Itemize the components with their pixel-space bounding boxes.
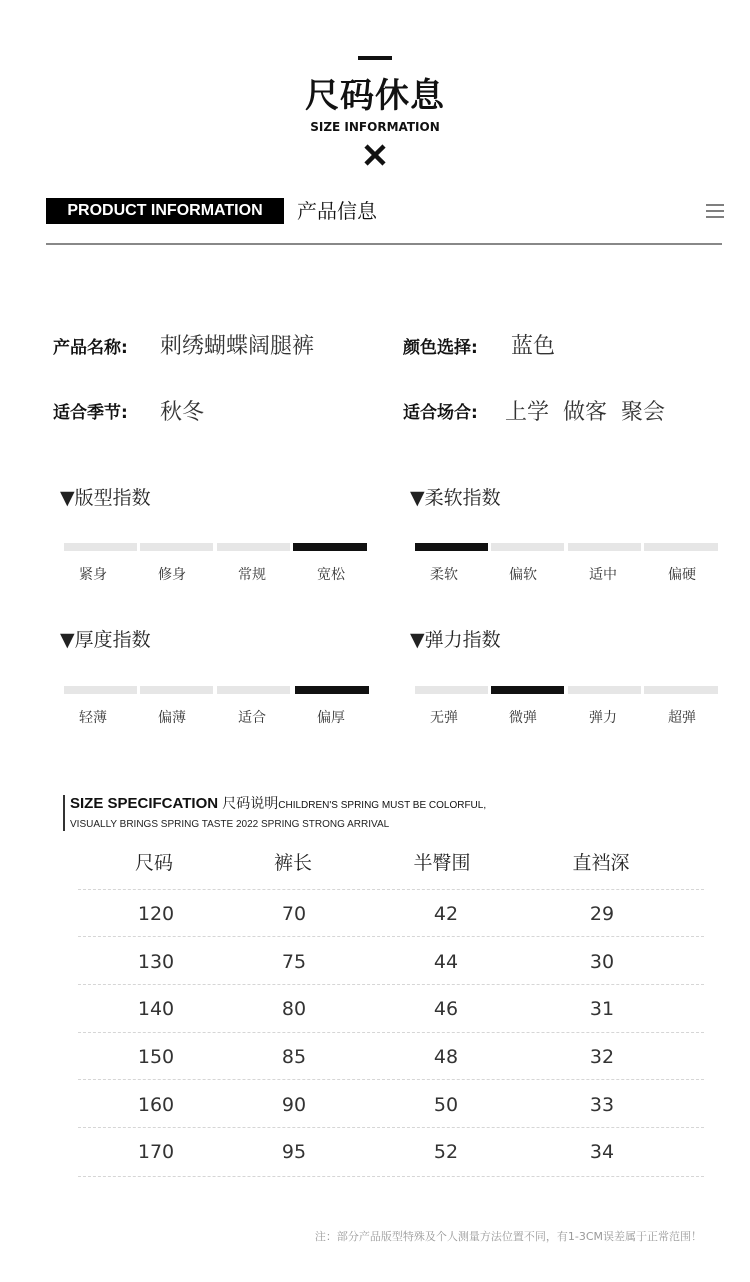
cross-icon — [362, 142, 388, 168]
table-divider — [78, 1032, 704, 1033]
table-cell: 33 — [589, 1094, 615, 1116]
table-cell: 29 — [589, 903, 615, 925]
fit-index-segment — [217, 543, 290, 551]
table-cell: 75 — [281, 951, 307, 973]
table-header-length: 裤长 — [273, 852, 312, 874]
size-spec-title-cn: 尺码说明 — [222, 796, 279, 812]
size-spec-title-en: SIZE SPECIFCATION — [70, 795, 219, 812]
page-subtitle: SIZE INFORMATION — [310, 120, 440, 134]
table-cell: 48 — [433, 1046, 459, 1068]
menu-icon — [706, 203, 724, 219]
fit-index-segment — [64, 543, 137, 551]
fit-option: 常规 — [238, 567, 266, 583]
table-cell: 44 — [433, 951, 459, 973]
table-divider — [78, 1176, 704, 1177]
table-divider — [78, 984, 704, 985]
table-cell: 170 — [137, 1141, 175, 1163]
product-info-label: PRODUCT INFORMATION — [46, 198, 284, 224]
softness-index-segment — [644, 543, 718, 551]
table-cell: 160 — [137, 1094, 175, 1116]
softness-index-title: ▼柔软指数 — [410, 487, 501, 509]
section-divider — [46, 243, 722, 245]
table-cell: 31 — [589, 998, 615, 1020]
table-cell: 50 — [433, 1094, 459, 1116]
softness-index-segment — [415, 543, 488, 551]
table-cell: 30 — [589, 951, 615, 973]
table-cell: 52 — [433, 1141, 459, 1163]
fit-option: 紧身 — [79, 567, 107, 583]
thickness-index-segment — [295, 686, 369, 694]
table-divider — [78, 936, 704, 937]
table-header-size: 尺码 — [134, 852, 173, 874]
elasticity-option: 弹力 — [589, 710, 617, 726]
softness-option: 偏软 — [509, 567, 537, 583]
product-name-label: 产品名称: — [53, 338, 128, 358]
softness-option: 偏硬 — [668, 567, 696, 583]
thickness-option: 偏厚 — [317, 710, 345, 726]
table-cell: 120 — [137, 903, 175, 925]
table-cell: 150 — [137, 1046, 175, 1068]
title-dash — [358, 56, 392, 60]
table-divider — [78, 1079, 704, 1080]
thickness-option: 轻薄 — [79, 710, 107, 726]
table-cell: 85 — [281, 1046, 307, 1068]
table-cell: 140 — [137, 998, 175, 1020]
table-cell: 130 — [137, 951, 175, 973]
table-cell: 46 — [433, 998, 459, 1020]
season-value: 秋冬 — [160, 400, 205, 425]
size-spec-title — [70, 795, 486, 815]
elasticity-option: 超弹 — [668, 710, 696, 726]
fit-index-segment — [293, 543, 367, 551]
occasion-value: 上学 做客 聚会 — [505, 400, 665, 425]
measurement-note: 注：部分产品版型特殊及个人测量方法位置不同，有1-3CM误差属于正常范围！ — [314, 1230, 702, 1243]
elasticity-option: 微弹 — [509, 710, 537, 726]
season-label: 适合季节: — [53, 403, 128, 423]
softness-index-segment — [491, 543, 564, 551]
table-cell: 32 — [589, 1046, 615, 1068]
fit-index-segment — [140, 543, 213, 551]
softness-option: 柔软 — [430, 567, 458, 583]
elasticity-index-segment — [644, 686, 718, 694]
table-cell: 80 — [281, 998, 307, 1020]
size-spec-tagline: CHILDREN'S SPRING MUST BE COLORFUL, — [278, 800, 487, 811]
elasticity-index-segment — [491, 686, 564, 694]
table-header-hip: 半臀围 — [413, 852, 471, 874]
occasion-label: 适合场合: — [403, 403, 478, 423]
fit-index-title: ▼版型指数 — [60, 487, 151, 509]
table-cell: 70 — [281, 903, 307, 925]
spec-accent-bar — [63, 795, 65, 831]
thickness-option: 偏薄 — [158, 710, 186, 726]
elasticity-option: 无弹 — [430, 710, 458, 726]
thickness-option: 适合 — [238, 710, 266, 726]
fit-option: 修身 — [158, 567, 186, 583]
table-divider — [78, 1127, 704, 1128]
color-label: 颜色选择: — [403, 338, 478, 358]
softness-option: 适中 — [589, 567, 617, 583]
table-cell: 95 — [281, 1141, 307, 1163]
page-title: 尺码休息 — [305, 76, 445, 116]
table-cell: 34 — [589, 1141, 615, 1163]
product-name-value: 刺绣蝴蝶阔腿裤 — [160, 334, 315, 359]
thickness-index-segment — [140, 686, 213, 694]
size-spec-tagline-2: VISUALLY BRINGS SPRING TASTE 2022 SPRING STRONG ARRIVAL — [70, 819, 390, 830]
color-value: 蓝色 — [511, 334, 556, 359]
softness-index-segment — [568, 543, 641, 551]
table-header-rise: 直裆深 — [572, 852, 630, 874]
thickness-index-segment — [64, 686, 137, 694]
table-divider — [78, 889, 704, 890]
elasticity-index-segment — [415, 686, 488, 694]
thickness-index-segment — [217, 686, 290, 694]
fit-option: 宽松 — [317, 567, 345, 583]
table-cell: 90 — [281, 1094, 307, 1116]
elasticity-index-segment — [568, 686, 641, 694]
table-cell: 42 — [433, 903, 459, 925]
product-info-label-cn: 产品信息 — [297, 199, 377, 223]
elasticity-index-title: ▼弹力指数 — [410, 629, 501, 651]
thickness-index-title: ▼厚度指数 — [60, 629, 151, 651]
